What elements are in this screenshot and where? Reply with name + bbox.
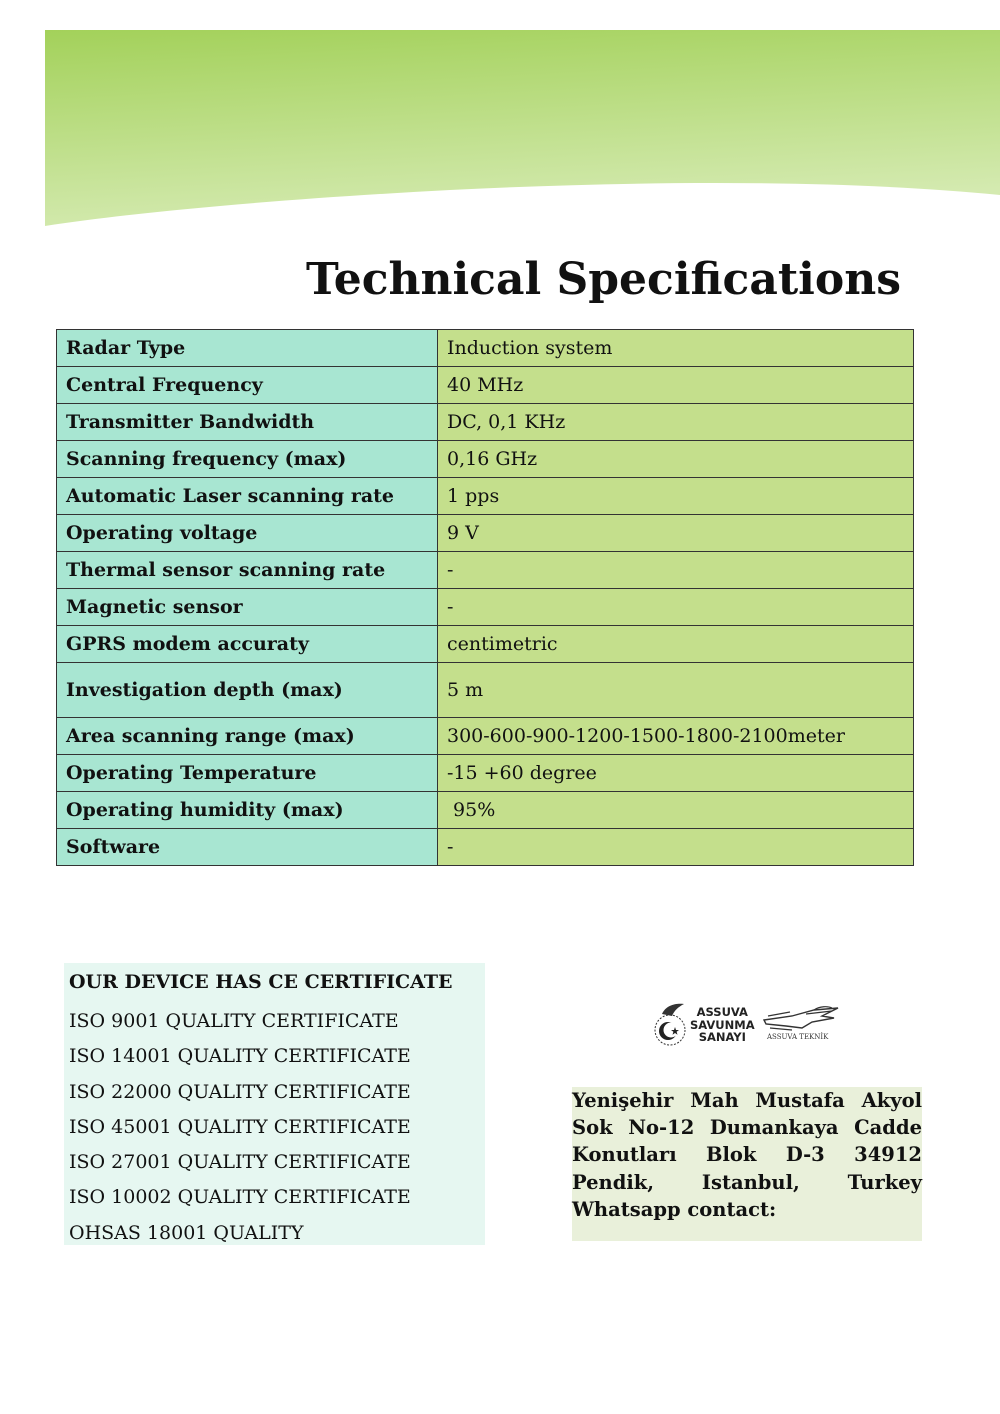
certificate-item: ISO 9001 QUALITY CERTIFICATE: [69, 1010, 399, 1032]
spec-label: Magnetic sensor: [57, 589, 438, 626]
spec-value: -15 +60 degree: [438, 755, 914, 792]
page-title: Technical Specifications: [306, 254, 901, 305]
spec-value: -: [438, 829, 914, 866]
spec-label: Automatic Laser scanning rate: [57, 478, 438, 515]
table-row: [57, 626, 914, 663]
logo-line: SANAYI: [698, 1030, 746, 1044]
spec-value: 95%: [438, 792, 914, 829]
table-row: [57, 441, 914, 478]
table-row: [57, 515, 914, 552]
spec-label: Central Frequency: [57, 367, 438, 404]
table-row: [57, 663, 914, 718]
certificate-item: ISO 22000 QUALITY CERTIFICATE: [69, 1080, 411, 1103]
logo-line: SAVUNMA: [690, 1017, 755, 1032]
spec-value: DC, 0,1 KHz: [438, 404, 914, 441]
certificate-item: ISO 27001 QUALITY CERTIFICATE: [69, 1151, 411, 1174]
table-row: [57, 404, 914, 441]
spec-label: Area scanning range (max): [57, 718, 438, 755]
spec-value: 300-600-900-1200-1500-1800-2100meter: [438, 718, 914, 755]
table-row: [57, 792, 914, 829]
table-row: [57, 589, 914, 626]
table-row: [57, 755, 914, 792]
spec-value: 1 pps: [438, 478, 914, 515]
company-logo: [650, 1002, 840, 1052]
spec-label: Scanning frequency (max): [57, 441, 438, 478]
crescent-star-emblem-icon: [650, 1002, 690, 1052]
address-text: Yenişehir Mah Mustafa Akyol Sok No-12 Dumankaya Cadde Konutları Blok D-3 34912 Pendik, Istanbul, Turkey: [572, 1089, 922, 1194]
specifications-table: [56, 329, 914, 866]
spec-label: Software: [57, 829, 438, 866]
certificate-item: ISO 45001 QUALITY CERTIFICATE: [69, 1115, 411, 1138]
spec-label: Radar Type: [57, 330, 438, 367]
table-row: [57, 718, 914, 755]
spec-value: 5 m: [438, 663, 914, 718]
certificates-box: [64, 963, 485, 1245]
spec-value: 40 MHz: [438, 367, 914, 404]
table-row: [57, 367, 914, 404]
logo-wordmark: [690, 1006, 755, 1044]
table-row: [57, 478, 914, 515]
spec-value: Induction system: [438, 330, 914, 367]
spec-value: 9 V: [438, 515, 914, 552]
spec-label: Operating voltage: [57, 515, 438, 552]
logo-subtext: ASSUVA TEKNİK: [767, 1033, 829, 1041]
contact-address-box: [572, 1087, 922, 1241]
certificate-item: ISO 10002 QUALITY CERTIFICATE: [69, 1186, 411, 1209]
whatsapp-label: Whatsapp contact:: [572, 1197, 777, 1221]
spec-label: Transmitter Bandwidth: [57, 404, 438, 441]
certificate-item: OHSAS 18001 QUALITY: [69, 1221, 304, 1244]
spec-label: Operating humidity (max): [57, 792, 438, 829]
spec-label: Operating Temperature: [57, 755, 438, 792]
spec-label: Thermal sensor scanning rate: [57, 552, 438, 589]
table-row: [57, 552, 914, 589]
spec-value: -: [438, 589, 914, 626]
certificate-item: ISO 14001 QUALITY CERTIFICATE: [69, 1045, 411, 1068]
spec-label: Investigation depth (max): [57, 663, 438, 718]
spec-label: GPRS modem accuraty: [57, 626, 438, 663]
spec-value: centimetric: [438, 626, 914, 663]
certificates-heading: OUR DEVICE HAS CE CERTIFICATE: [69, 971, 453, 993]
spec-value: 0,16 GHz: [438, 441, 914, 478]
table-row: [57, 829, 914, 866]
spec-value: -: [438, 552, 914, 589]
table-row: [57, 330, 914, 367]
logo-line: ASSUVA: [696, 1005, 748, 1019]
header-banner: [0, 0, 1000, 240]
eagle-icon: [762, 1006, 840, 1036]
